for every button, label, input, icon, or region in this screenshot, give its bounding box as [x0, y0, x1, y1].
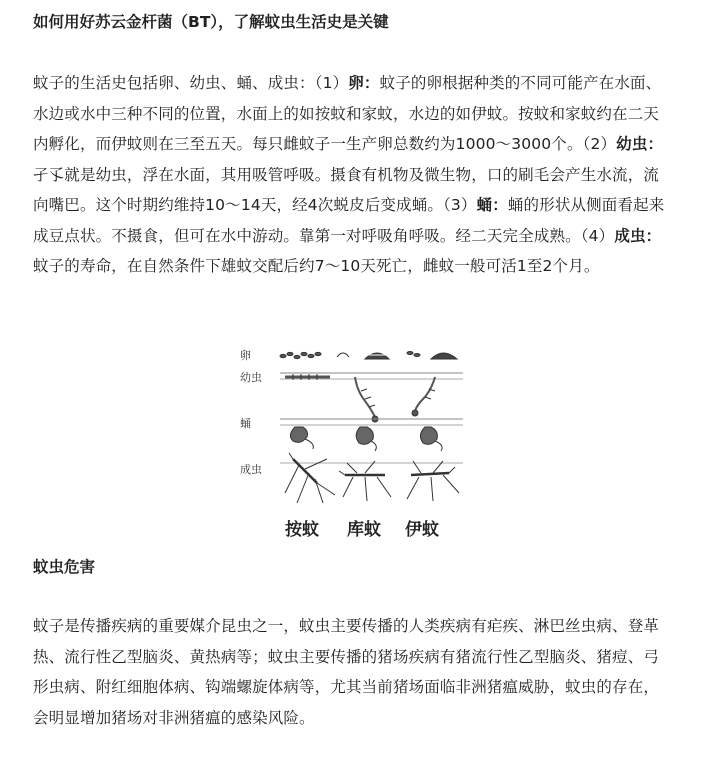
aedes-adult-illustration: [407, 461, 459, 501]
anopheles-pupa-illustration: [290, 427, 313, 449]
larva-text: 孑孓就是幼虫，浮在水面，其用吸管呼吸。摄食有机物及微生物，口的刷毛会产生水流，流向嘴巴。这个时期约维持10～14天，经4次蜕皮后变成蛹。（3）: [33, 165, 660, 214]
culex-adult-illustration: [339, 461, 391, 501]
culex-larva-illustration: [355, 377, 378, 422]
mosquito-life-cycle-figure: [235, 343, 475, 548]
aedes-pupa-illustration: [420, 427, 442, 451]
stage-label-pupa: 蛹: [240, 417, 251, 430]
aedes-eggs-illustration: [407, 352, 457, 360]
aedes-larva-illustration: [412, 377, 435, 416]
article-title: 如何用好苏云金杆菌（BT），了解蚊虫生活史是关键: [33, 13, 389, 31]
species-label-aedes: 伊蚊: [405, 520, 439, 540]
anopheles-adult-illustration: [285, 453, 335, 503]
life-cycle-paragraph: [33, 68, 673, 282]
species-label-culex: 库蚊: [347, 520, 381, 540]
stage-label-larva: 幼虫: [240, 371, 262, 384]
hazards-heading: 蚊虫危害: [33, 558, 96, 576]
stage-label-adult: 成虫: [240, 463, 262, 476]
mosquito-illustration: [235, 343, 475, 513]
egg-text: 蚊子的卵根据种类的不同可能产在水面、水边或水中三种不同的位置，水面上的如按蚊和家蚊，水边的如伊蚊。按蚊和家蚊约在二天内孵化，而伊蚊则在三至五天。每只雌蚊子一生产卵总数约为1000～3000个。（2）: [33, 74, 662, 153]
pupa-label: 蛹：: [476, 196, 508, 214]
life-cycle-intro: 蚊子的生活史包括卵、幼虫、蛹、成虫：（1）: [33, 74, 349, 92]
adult-label: 成虫：: [614, 226, 662, 245]
hazards-paragraph: 蚊子是传播疾病的重要媒介昆虫之一，蚊虫主要传播的人类疾病有疟疾、淋巴丝虫病、登革热、流行性乙型脑炎、黄热病等；蚊虫主要传播的猪场疾病有猪流行性乙型脑炎、猪痘、弓形虫病、附红细胞体病、钩端螺旋体病等，尤其当前猪场面临非洲猪瘟威胁，蚊虫的存在，会明显增加猪场对非洲猪瘟的感染风险。: [33, 617, 660, 727]
culex-eggs-illustration: [337, 353, 389, 359]
egg-label: 卵：: [348, 74, 380, 92]
larva-label: 幼虫：: [616, 135, 664, 153]
species-label-anopheles: 按蚊: [285, 520, 319, 540]
pupa-text: 蛹的形状从侧面看起来成豆点状。不摄食，但可在水中游动。靠第一对呼吸角呼吸。经二天完全成熟。（4）: [33, 196, 665, 245]
anopheles-eggs-illustration: [280, 352, 321, 358]
culex-pupa-illustration: [356, 427, 376, 451]
stage-label-egg: 卵: [240, 349, 251, 362]
species-label-row: [280, 515, 455, 541]
adult-text: 蚊子的寿命，在自然条件下雄蚊交配后约7～10天死亡，雌蚊一般可活1至2个月。: [33, 257, 600, 275]
